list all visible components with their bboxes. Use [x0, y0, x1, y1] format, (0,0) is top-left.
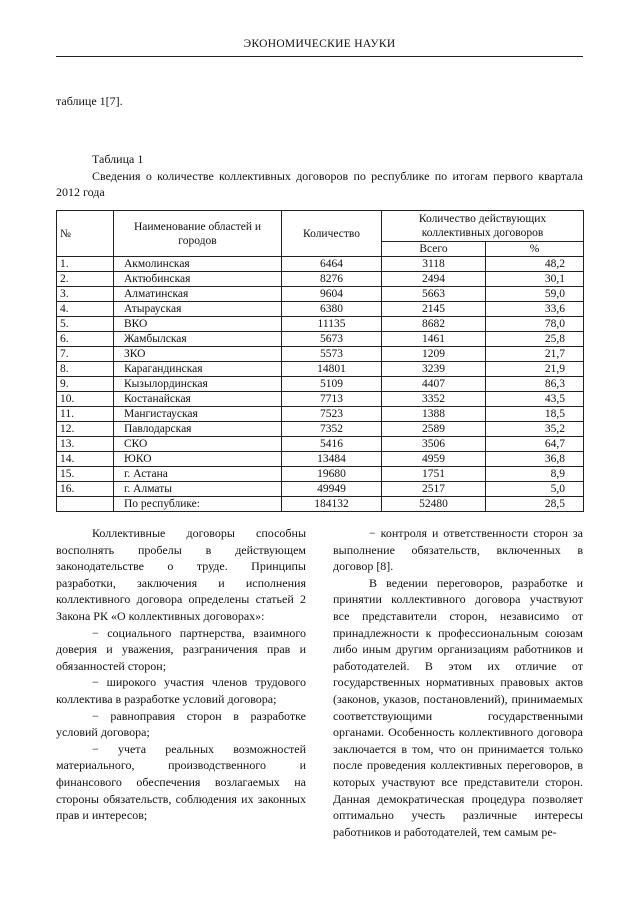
count-cell: 5573	[282, 347, 382, 362]
row-number-cell: 15.	[57, 467, 114, 482]
active-total-cell: 3352	[382, 392, 486, 407]
active-total-cell: 5663	[382, 287, 486, 302]
region-name-cell: ВКО	[114, 317, 282, 332]
active-total-cell: 4407	[382, 377, 486, 392]
active-pct-cell: 64,7	[486, 437, 584, 452]
active-total-cell: 1209	[382, 347, 486, 362]
row-number-cell: 8.	[57, 362, 114, 377]
table-row	[57, 287, 584, 302]
row-number-cell: 2.	[57, 272, 114, 287]
header-active: Количество действующих коллективных договоров	[382, 211, 584, 242]
active-pct-cell: 28,5	[486, 497, 584, 512]
table-row	[57, 482, 584, 497]
region-name-cell: г. Алматы	[114, 482, 282, 497]
active-pct-cell: 86,3	[486, 377, 584, 392]
running-header: ЭКОНОМИЧЕСКИЕ НАУКИ	[243, 38, 396, 50]
active-pct-cell: 36,8	[486, 452, 584, 467]
left-list-item: − учета реальных возможностей материального, производственного и финансового обеспечения возлагаемых на стороны обязательств, соблюдения их законных прав и интересов;	[56, 741, 306, 823]
left-paragraph: Коллективные договоры способны восполнять пробелы в действующем законодательстве о труде. Принципы разработки, заключения и исполнения коллективного договора определены статьей 2 Закона РК «О коллективных договорах»:	[56, 526, 306, 623]
left-list-item: − широкого участия членов трудового коллектива в разработке условий договора;	[56, 675, 306, 706]
active-pct-cell: 5,0	[486, 482, 584, 497]
table-row	[57, 437, 584, 452]
table-row	[57, 377, 584, 392]
active-total-cell: 8682	[382, 317, 486, 332]
region-name-cell: Акмолинская	[114, 257, 282, 272]
header-pct: %	[486, 242, 584, 257]
table-row	[57, 407, 584, 422]
row-number-cell: 7.	[57, 347, 114, 362]
table-description: Сведения о количестве коллективных договоров по республике по итогам первого квартала 2012 года	[56, 169, 583, 199]
count-cell: 49949	[282, 482, 382, 497]
table-row	[57, 362, 584, 377]
active-total-cell: 3118	[382, 257, 486, 272]
count-cell: 5673	[282, 332, 382, 347]
region-name-cell: Жамбылская	[114, 332, 282, 347]
table-row	[57, 467, 584, 482]
right-list-item: − контроля и ответственности сторон за выполнение обязательств, включенных в договор [8].	[333, 526, 583, 574]
active-pct-cell: 78,0	[486, 317, 584, 332]
count-cell: 7523	[282, 407, 382, 422]
row-number-cell: 16.	[57, 482, 114, 497]
count-cell: 7713	[282, 392, 382, 407]
header-num: №	[57, 211, 114, 257]
left-list-item: − равноправия сторон в разработке условий договора;	[56, 708, 306, 740]
count-cell: 5416	[282, 437, 382, 452]
region-name-cell: Мангистауская	[114, 407, 282, 422]
region-name-cell: Костанайская	[114, 392, 282, 407]
region-name-cell: ЮКО	[114, 452, 282, 467]
region-name-cell: Карагандинская	[114, 362, 282, 377]
active-total-cell: 52480	[382, 497, 486, 512]
intro-text: таблице 1[7].	[56, 94, 123, 108]
table-row	[57, 347, 584, 362]
table-caption: Таблица 1	[92, 152, 144, 166]
row-number-cell: 3.	[57, 287, 114, 302]
count-cell: 7352	[282, 422, 382, 437]
active-pct-cell: 21,7	[486, 347, 584, 362]
active-pct-cell: 30,1	[486, 272, 584, 287]
count-cell: 14801	[282, 362, 382, 377]
table-summary-row	[57, 497, 584, 512]
table-row	[57, 272, 584, 287]
active-pct-cell: 8,9	[486, 467, 584, 482]
region-name-cell: Атырауская	[114, 302, 282, 317]
region-name-cell: Кызылординская	[114, 377, 282, 392]
count-cell: 6380	[282, 302, 382, 317]
row-number-cell: 1.	[57, 257, 114, 272]
active-total-cell: 4959	[382, 452, 486, 467]
row-number-cell	[57, 497, 114, 512]
count-cell: 6464	[282, 257, 382, 272]
header-name: Наименование областей и городов	[114, 211, 282, 257]
row-number-cell: 9.	[57, 377, 114, 392]
row-number-cell: 4.	[57, 302, 114, 317]
count-cell: 19680	[282, 467, 382, 482]
active-pct-cell: 18,5	[486, 407, 584, 422]
table-row	[57, 452, 584, 467]
row-number-cell: 6.	[57, 332, 114, 347]
header-rule	[56, 56, 583, 57]
row-number-cell: 11.	[57, 407, 114, 422]
active-pct-cell: 59,0	[486, 287, 584, 302]
header-count: Количество	[282, 211, 382, 257]
left-column	[56, 525, 306, 824]
active-pct-cell: 48,2	[486, 257, 584, 272]
count-cell: 13484	[282, 452, 382, 467]
count-cell: 8276	[282, 272, 382, 287]
active-total-cell: 2145	[382, 302, 486, 317]
row-number-cell: 13.	[57, 437, 114, 452]
table-row	[57, 332, 584, 347]
table-row	[57, 392, 584, 407]
active-pct-cell: 21,9	[486, 362, 584, 377]
active-total-cell: 1388	[382, 407, 486, 422]
right-paragraph: В ведении переговоров, разработке и принятии коллективного договора участвуют все представители сторон, независимо от принадлежности к профессиональным союзам либо иным другим организациям работников и работодателей. В этом их отличие от государственных нормативных правовых актов (законов, указов, постановлений), принимаемых соответствующими государственными органами. Особенность коллективного договора заключается в том, что он принимается только после проведения коллективных переговоров, в которых участвуют все представители сторон. Данная демократическая процедура позволяет оптимально учесть различные интересы работников и работодателей, тем самым ре-	[333, 575, 583, 839]
active-total-cell: 3239	[382, 362, 486, 377]
header-total: Всего	[382, 242, 486, 257]
contracts-table	[56, 210, 584, 512]
count-cell: 5109	[282, 377, 382, 392]
table-row	[57, 422, 584, 437]
count-cell: 184132	[282, 497, 382, 512]
active-total-cell: 2494	[382, 272, 486, 287]
count-cell: 11135	[282, 317, 382, 332]
region-name-cell: По республике:	[114, 497, 282, 512]
active-pct-cell: 43,5	[486, 392, 584, 407]
row-number-cell: 14.	[57, 452, 114, 467]
count-cell: 9604	[282, 287, 382, 302]
region-name-cell: Алматинская	[114, 287, 282, 302]
active-total-cell: 1751	[382, 467, 486, 482]
row-number-cell: 10.	[57, 392, 114, 407]
active-total-cell: 3506	[382, 437, 486, 452]
left-list-item: − социального партнерства, взаимного доверия и уважения, разграничения прав и обязанностей сторон;	[56, 625, 306, 673]
region-name-cell: Актюбинская	[114, 272, 282, 287]
active-total-cell: 2589	[382, 422, 486, 437]
active-pct-cell: 33,6	[486, 302, 584, 317]
active-pct-cell: 25,8	[486, 332, 584, 347]
region-name-cell: СКО	[114, 437, 282, 452]
right-column	[333, 525, 583, 840]
row-number-cell: 12.	[57, 422, 114, 437]
active-total-cell: 1461	[382, 332, 486, 347]
table-row	[57, 317, 584, 332]
region-name-cell: Павлодарская	[114, 422, 282, 437]
region-name-cell: ЗКО	[114, 347, 282, 362]
table-row	[57, 302, 584, 317]
region-name-cell: г. Астана	[114, 467, 282, 482]
active-total-cell: 2517	[382, 482, 486, 497]
active-pct-cell: 35,2	[486, 422, 584, 437]
row-number-cell: 5.	[57, 317, 114, 332]
table-row	[57, 257, 584, 272]
